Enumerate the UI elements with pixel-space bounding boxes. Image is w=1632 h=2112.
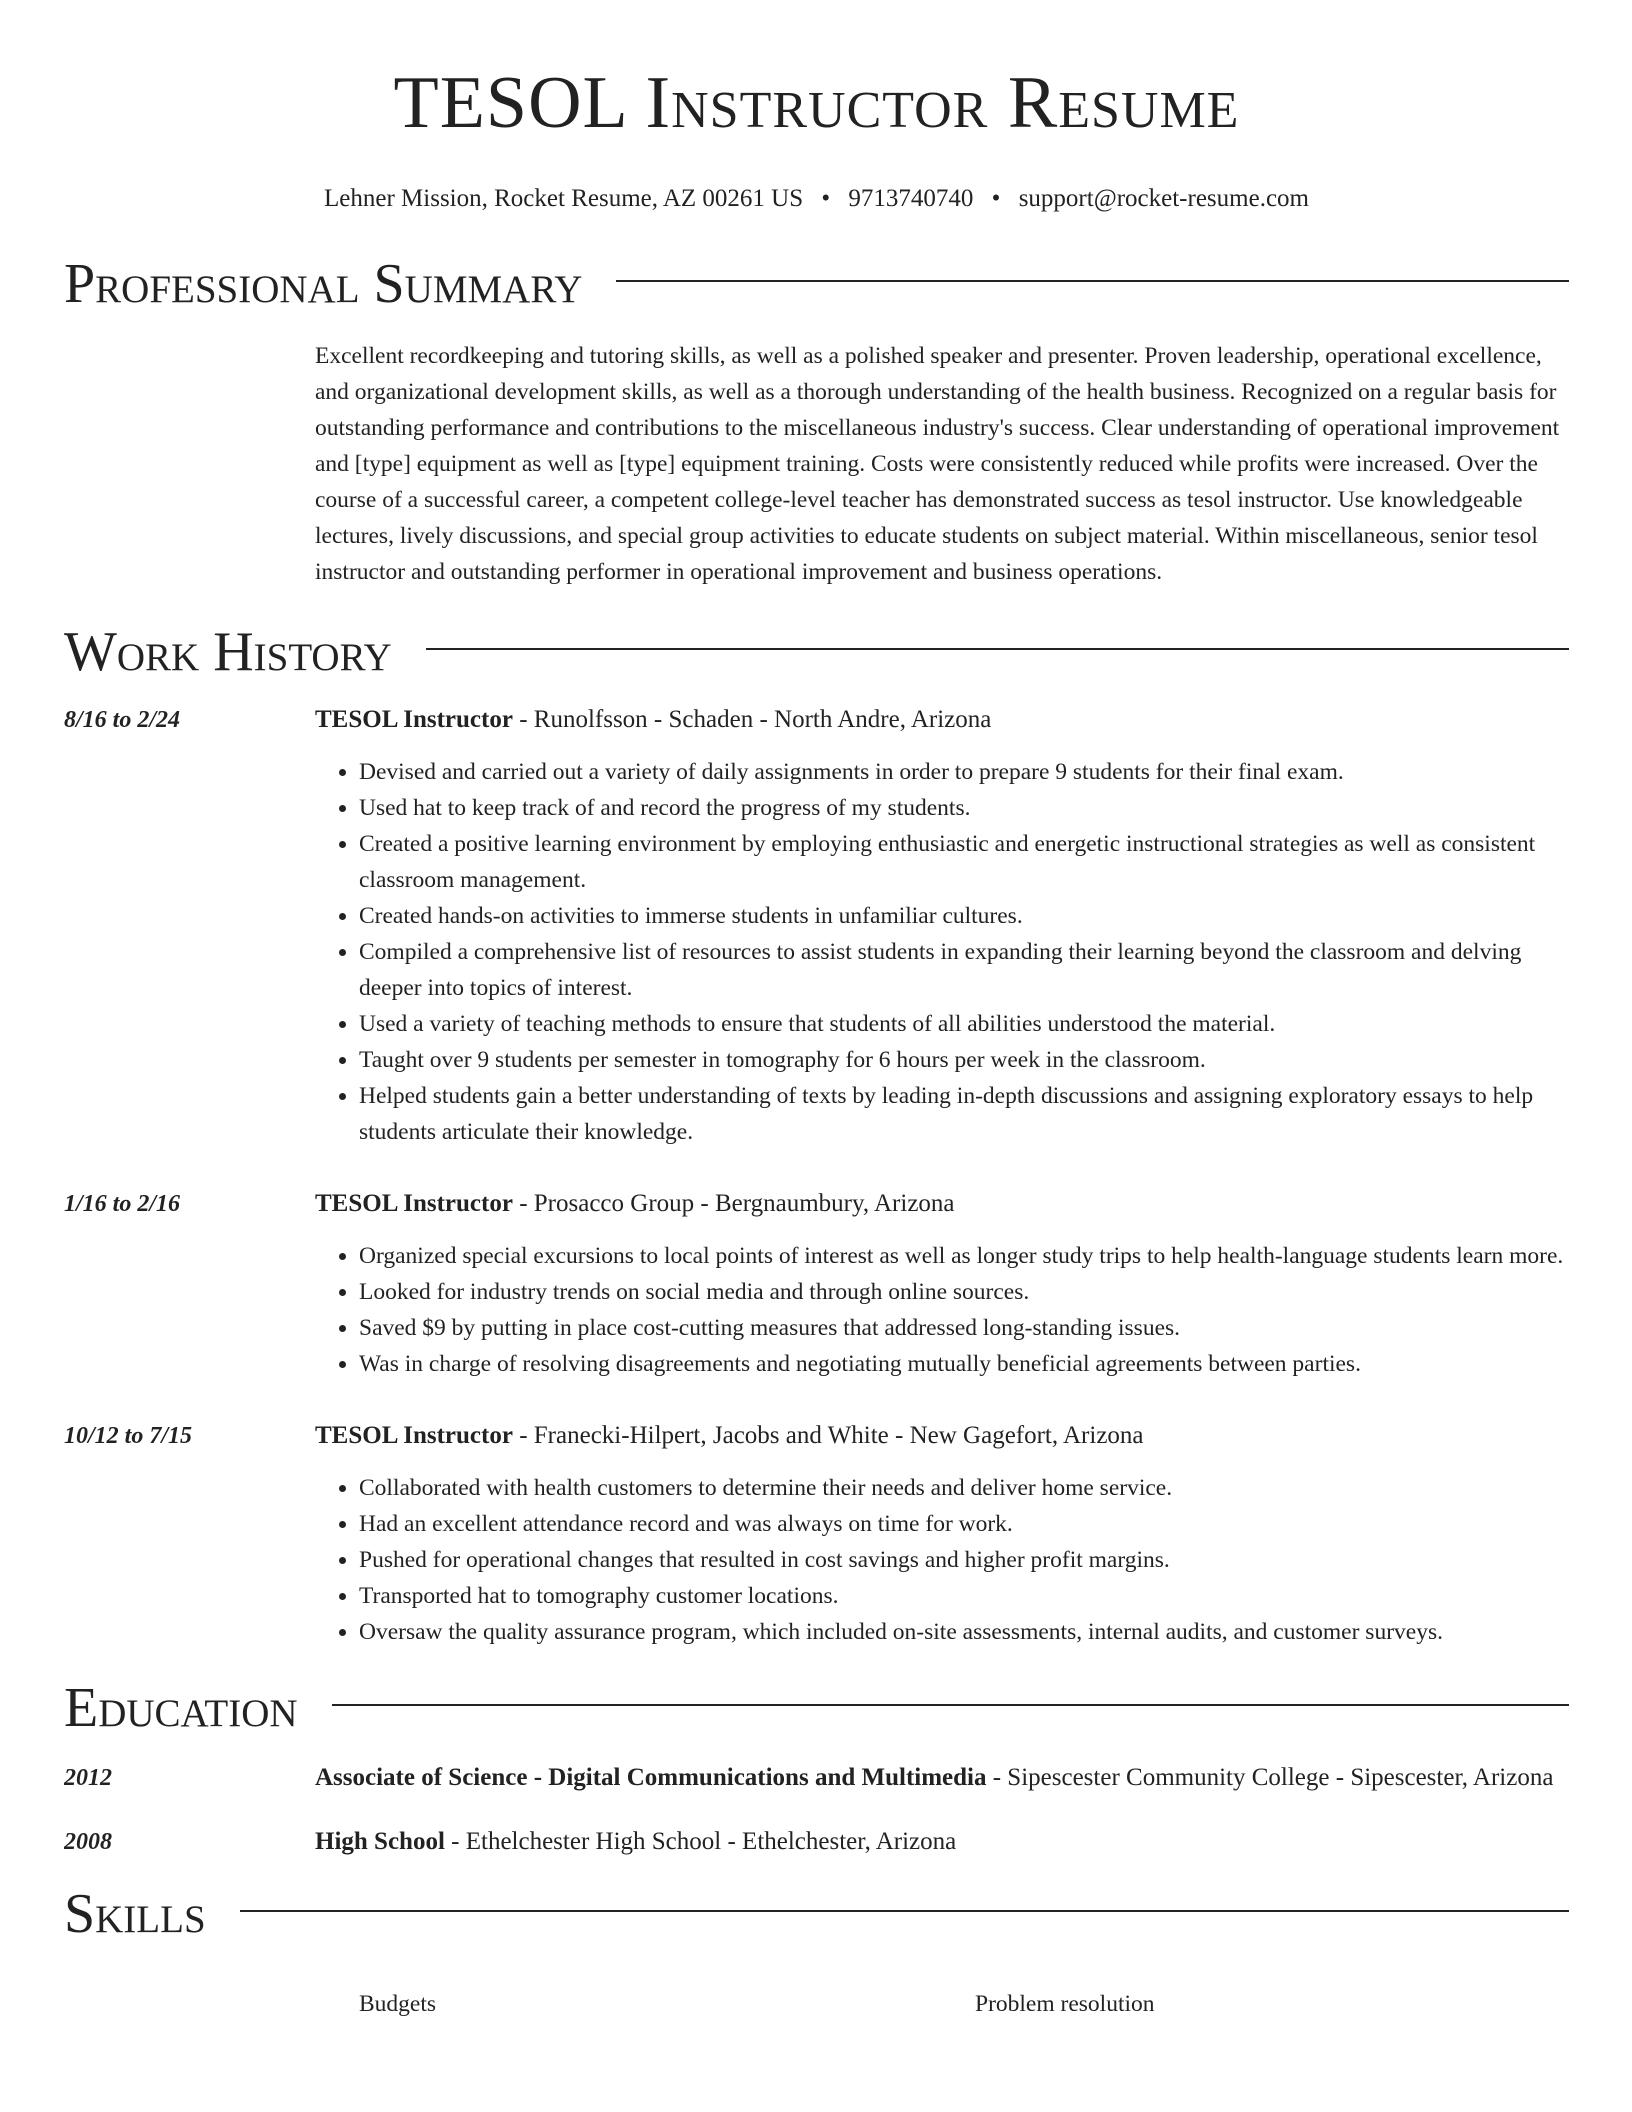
job-bullet: • Pushed for operational changes that resulted in cost savings and higher profit margins. <box>359 1542 1569 1578</box>
job-dates: 8/16 to 2/24 <box>64 707 181 733</box>
job-dates: 10/12 to 7/15 <box>64 1423 193 1449</box>
job-entry <box>64 1416 1569 1650</box>
work-section-title: Work History <box>64 621 392 683</box>
job-entry <box>64 700 1569 1150</box>
job-bullet: • Collaborated with health customers to determine their needs and deliver home service. <box>359 1470 1569 1506</box>
job-bullet: • Looked for industry trends on social media and through online sources. <box>359 1274 1569 1310</box>
skills-list <box>359 1986 1569 2022</box>
job-role: TESOL Instructor <box>315 1190 513 1217</box>
education-body <box>315 1758 1569 1798</box>
resume-title: TESOL Instructor Resume <box>393 62 1240 144</box>
section-divider <box>426 648 1569 650</box>
education-year: 2008 <box>64 1829 112 1855</box>
education-body <box>315 1822 1569 1862</box>
job-bullet: • Used a variety of teaching methods to ensure that students of all abilities understood the material. <box>359 1006 1569 1042</box>
contact-separator: • <box>821 185 831 212</box>
education-entry <box>64 1758 1569 1798</box>
job-bullet: • Created hands-on activities to immerse students in unfamiliar cultures. <box>359 898 1569 934</box>
summary-section-header <box>64 252 1569 316</box>
work-section-header <box>64 620 1569 684</box>
job-body <box>315 700 1569 1150</box>
contact-separator: • <box>991 185 1001 212</box>
job-headline <box>315 1184 1569 1224</box>
education-entry <box>64 1822 1569 1862</box>
summary-section-title: Professional Summary <box>64 253 583 315</box>
job-headline <box>315 1416 1569 1456</box>
skill-item: Problem resolution <box>975 1991 1155 2017</box>
contact-phone: 9713740740 <box>848 185 974 212</box>
job-bullet: • Had an excellent attendance record and was always on time for work. <box>359 1506 1569 1542</box>
job-role: TESOL Instructor <box>315 1422 513 1449</box>
skills-section-header <box>64 1882 1569 1946</box>
job-bullet-list <box>315 1470 1569 1650</box>
job-bullet: • Oversaw the quality assurance program, which included on-site assessments, internal audits, and customer surveys. <box>359 1614 1569 1650</box>
skills-section-title: Skills <box>64 1883 206 1945</box>
section-divider <box>616 280 1569 282</box>
job-entry <box>64 1184 1569 1382</box>
job-bullet: • Used hat to keep track of and record the progress of my students. <box>359 790 1569 826</box>
contact-email: support@rocket-resume.com <box>1018 185 1309 212</box>
education-section-title: Education <box>64 1677 298 1739</box>
skill-item: Budgets <box>359 1991 437 2017</box>
education-details: - Sipescester Community College - Sipescester, Arizona <box>986 1764 1554 1791</box>
job-details: - Franecki-Hilpert, Jacobs and White - New Gagefort, Arizona <box>512 1422 1144 1449</box>
job-bullet: • Created a positive learning environment by employing enthusiastic and energetic instructional strategies as well as consistent classroom management. <box>359 826 1569 898</box>
job-bullet: • Taught over 9 students per semester in tomography for 6 hours per week in the classroom. <box>359 1042 1569 1078</box>
job-bullet: • Compiled a comprehensive list of resources to assist students in expanding their learning beyond the classroom and delving deeper into topics of interest. <box>359 934 1569 1006</box>
job-details: - Prosacco Group - Bergnaumbury, Arizona <box>512 1190 955 1217</box>
education-section-header <box>64 1676 1569 1740</box>
contact-address: Lehner Mission, Rocket Resume, AZ 00261 US <box>324 185 804 212</box>
section-divider <box>240 1910 1569 1912</box>
summary-text: Excellent recordkeeping and tutoring skills, as well as a polished speaker and presenter. Proven leadership, operational excellence, and organizational development skills, as well as a thorough understanding of the health business. Recognized on a regular basis for outstanding performance and contributions to the miscellaneous industry's success. Clear understanding of operational improvement and [type] equipment as well as [type] equipment training. Costs were consistently reduced while profits were increased. Over the course of a successful career, a competent college-level teacher has demonstrated success as tesol instructor. Use knowledgeable lectures, lively discussions, and special group activities to educate students on subject material. Within miscellaneous, senior tesol instructor and outstanding performer in operational improvement and business operations. <box>315 343 1560 585</box>
job-role: TESOL Instructor <box>315 706 513 733</box>
job-bullet: • Was in charge of resolving disagreements and negotiating mutually beneficial agreements between parties. <box>359 1346 1569 1382</box>
job-bullet: • Organized special excursions to local points of interest as well as longer study trips to help health-language students learn more. <box>359 1238 1569 1274</box>
job-body <box>315 1416 1569 1650</box>
education-degree: High School <box>315 1828 445 1855</box>
education-degree: Associate of Science - Digital Communications and Multimedia <box>315 1764 987 1791</box>
education-details: - Ethelchester High School - Ethelchester, Arizona <box>444 1828 957 1855</box>
resume-page <box>64 0 1569 2112</box>
job-bullet: • Devised and carried out a variety of daily assignments in order to prepare 9 students for their final exam. <box>359 754 1569 790</box>
job-bullet-list <box>315 754 1569 1150</box>
job-bullet: • Transported hat to tomography customer locations. <box>359 1578 1569 1614</box>
education-year: 2012 <box>64 1765 112 1791</box>
job-headline <box>315 700 1569 740</box>
section-divider <box>332 1704 1569 1706</box>
job-body <box>315 1184 1569 1382</box>
job-details: - Runolfsson - Schaden - North Andre, Arizona <box>512 706 992 733</box>
job-bullet-list <box>315 1238 1569 1382</box>
job-dates: 1/16 to 2/16 <box>64 1191 181 1217</box>
job-bullet: • Helped students gain a better understanding of texts by leading in-depth discussions and assigning exploratory essays to help students articulate their knowledge. <box>359 1078 1569 1150</box>
contact-line <box>64 184 1569 214</box>
job-bullet: • Saved $9 by putting in place cost-cutting measures that addressed long-standing issues. <box>359 1310 1569 1346</box>
